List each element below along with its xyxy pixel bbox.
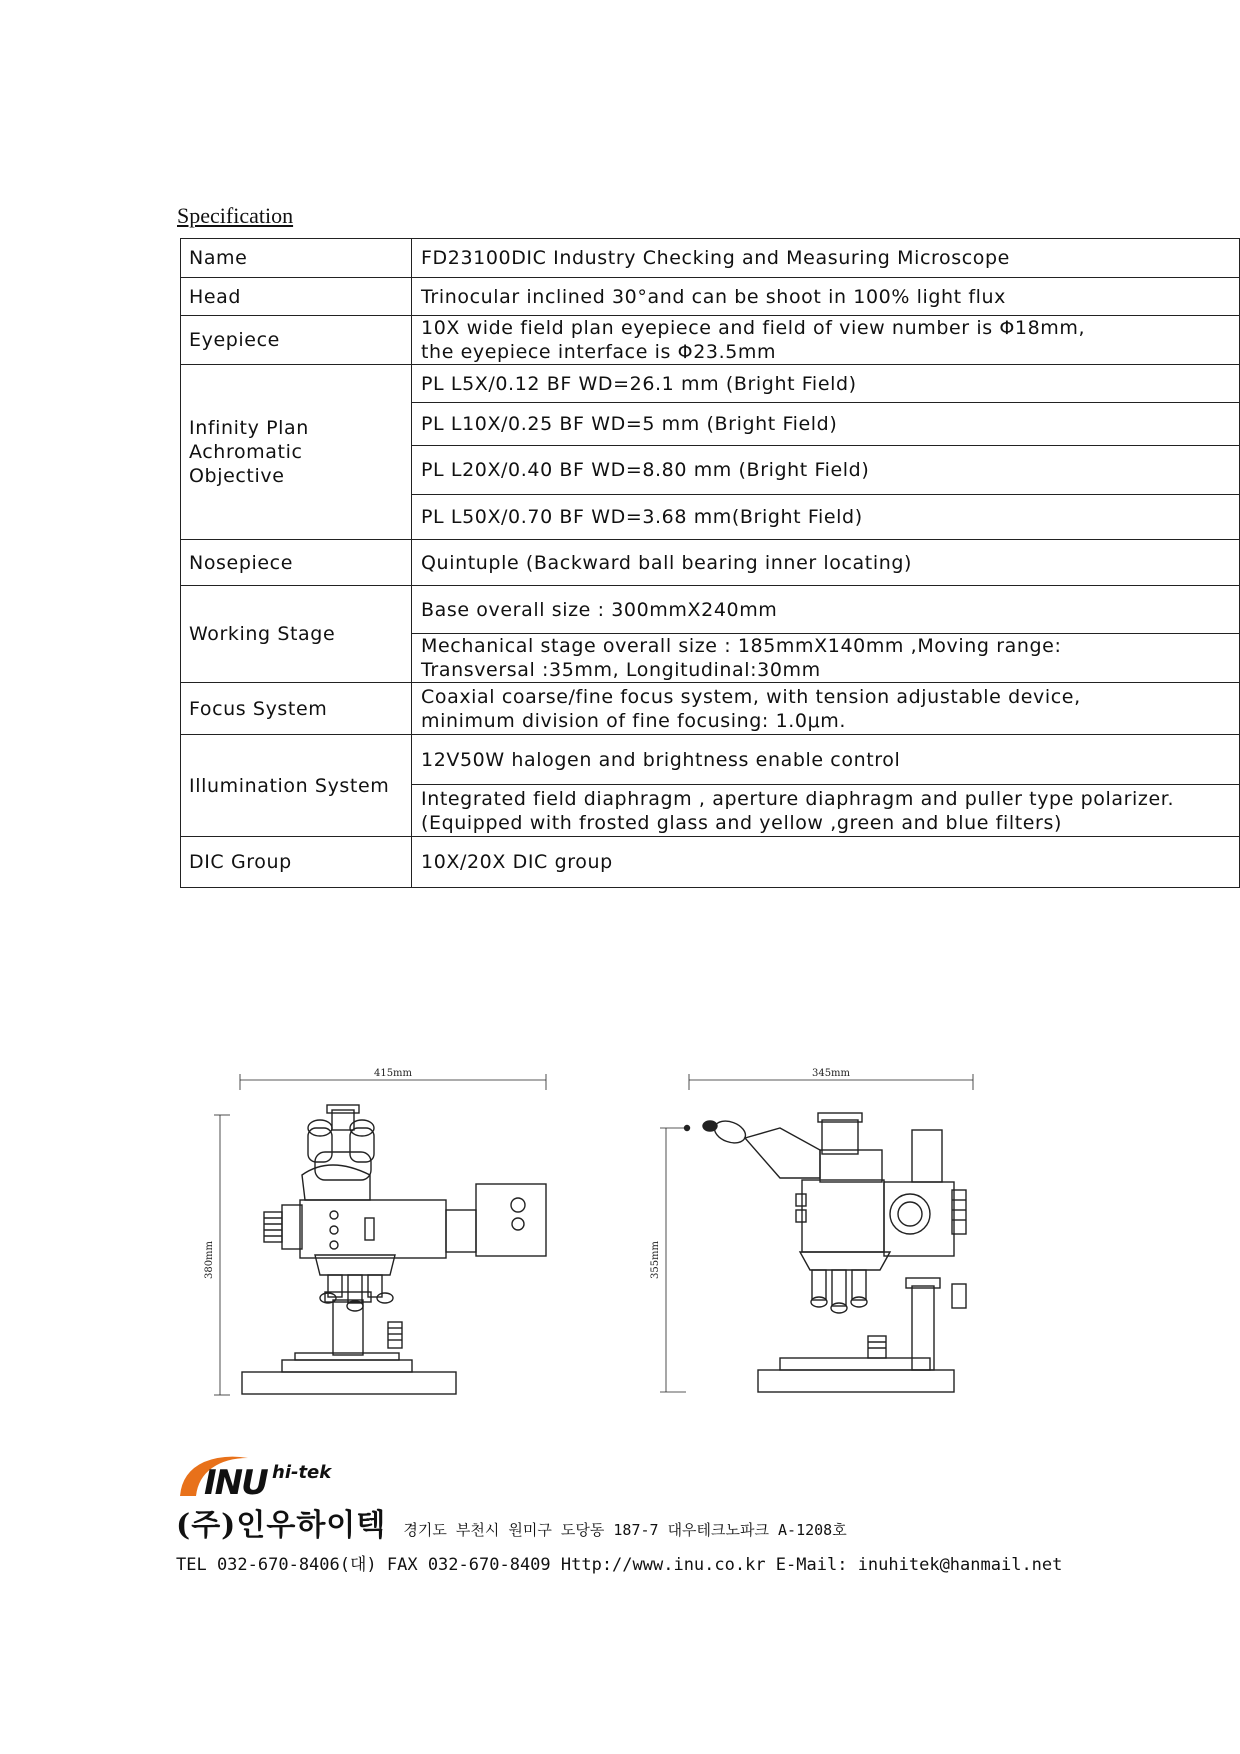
contact-line: TEL 032-670-8406(대) FAX 032-670-8409 Http://www.inu.co.kr E-Mail: inuhitek@hanmail.net xyxy=(176,1555,1063,1575)
spec-value xyxy=(412,785,1240,837)
spec-value-line: Transversal :35mm, Longitudinal:30mm xyxy=(421,659,821,681)
table-row xyxy=(181,586,1240,634)
company-logo xyxy=(176,1450,346,1504)
table-row xyxy=(181,316,1240,365)
table-row xyxy=(181,365,1240,403)
specification-table xyxy=(180,238,1240,888)
spec-value-line: Integrated field diaphragm , aperture diaphragm and puller type polarizer. xyxy=(421,787,1175,810)
spec-value: Quintuple (Backward ball bearing inner locating) xyxy=(412,540,1240,586)
dimension-drawing xyxy=(200,1060,1000,1415)
spec-value-line: Mechanical stage overall size : 185mmX140mm ,Moving range: xyxy=(421,635,1062,657)
spec-value-line: Coaxial coarse/fine focus system, with tension adjustable device, xyxy=(421,685,1081,708)
spec-value: PL L10X/0.25 BF WD=5 mm (Bright Field) xyxy=(412,403,1240,446)
spec-label: Name xyxy=(181,239,412,278)
side-view xyxy=(650,1068,973,1392)
spec-value: FD23100DIC Industry Checking and Measuring Microscope xyxy=(412,239,1240,278)
inu-logo-icon xyxy=(176,1450,346,1500)
spec-value: Trinocular inclined 30°and can be shoot in 100% light flux xyxy=(412,278,1240,316)
spec-value xyxy=(412,316,1240,365)
spec-value-line: minimum division of fine focusing: 1.0μm. xyxy=(421,709,847,732)
section-heading: Specification xyxy=(177,203,294,228)
company-name: (주)인우하이텍 xyxy=(176,1508,387,1543)
microscope-drawings xyxy=(200,1060,1000,1419)
table-row xyxy=(181,278,1240,316)
spec-value: PL L50X/0.70 BF WD=3.68 mm(Bright Field) xyxy=(412,495,1240,540)
spec-label xyxy=(181,365,412,540)
table-row xyxy=(181,683,1240,735)
logo-brand-text: INU xyxy=(204,1463,267,1500)
spec-value xyxy=(412,634,1240,683)
spec-value xyxy=(412,683,1240,735)
spec-label: Eyepiece xyxy=(181,316,412,365)
side-width-label: 345mm xyxy=(811,1068,851,1079)
spec-value-line: the eyepiece interface is Φ23.5mm xyxy=(421,341,777,363)
front-view xyxy=(204,1068,546,1395)
front-width-label: 415mm xyxy=(373,1068,413,1079)
spec-label: DIC Group xyxy=(181,837,412,888)
spec-value: PL L20X/0.40 BF WD=8.80 mm (Bright Field) xyxy=(412,446,1240,495)
spec-value: 12V50W halogen and brightness enable control xyxy=(412,735,1240,785)
spec-value: 10X/20X DIC group xyxy=(412,837,1240,888)
company-line xyxy=(176,1500,847,1544)
spec-label: Focus System xyxy=(181,683,412,735)
spec-value: Base overall size : 300mmX240mm xyxy=(412,586,1240,634)
spec-label-line: Infinity Plan xyxy=(189,417,309,439)
table-row xyxy=(181,837,1240,888)
spec-label: Head xyxy=(181,278,412,316)
table-row xyxy=(181,239,1240,278)
spec-label: Working Stage xyxy=(181,586,412,683)
spec-label: Illumination System xyxy=(181,735,412,837)
spec-label: Nosepiece xyxy=(181,540,412,586)
spec-label-line: Achromatic Objective xyxy=(189,441,303,487)
table-row xyxy=(181,735,1240,785)
front-height-label: 380mm xyxy=(204,1240,215,1280)
logo-suffix-text: hi-tek xyxy=(272,1462,332,1483)
spec-value-line: 10X wide field plan eyepiece and field of view number is Φ18mm, xyxy=(421,317,1086,339)
spec-value-line: (Equipped with frosted glass and yellow ,green and blue filters) xyxy=(421,811,1062,834)
table-row xyxy=(181,540,1240,586)
spec-value: PL L5X/0.12 BF WD=26.1 mm (Bright Field) xyxy=(412,365,1240,403)
side-height-label: 355mm xyxy=(650,1240,661,1280)
company-address: 경기도 부천시 원미구 도당동 187-7 대우테크노파크 A-1208호 xyxy=(403,1521,847,1539)
